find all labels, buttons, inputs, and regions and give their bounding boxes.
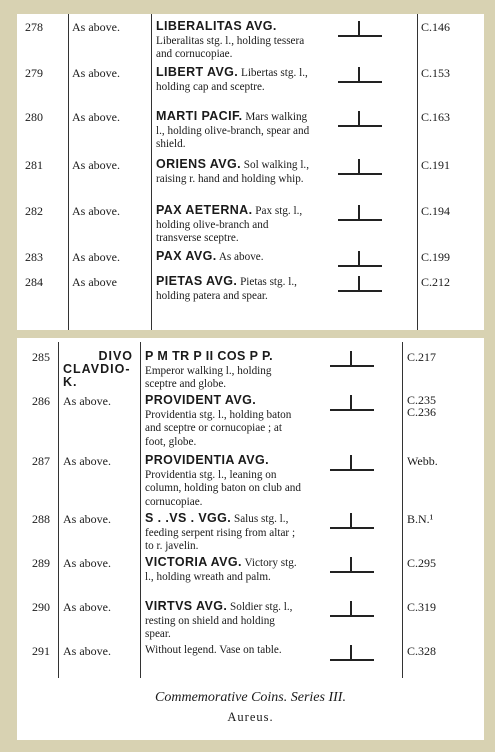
mint-mark-symbol xyxy=(330,454,374,472)
reverse-description xyxy=(156,110,312,152)
obverse-text: As above. xyxy=(63,556,111,570)
mint-mark-symbol xyxy=(338,110,382,128)
reverse-type: Providentia stg. l., leaning on column, holding baton on club and cornucopiae. xyxy=(145,468,301,508)
reverse-legend: ORIENS AVG. xyxy=(156,157,241,171)
obverse-text: As above. xyxy=(63,454,111,468)
reverse-legend: P M TR P II COS P P. xyxy=(145,349,273,363)
reverse-legend: VICTORIA AVG. xyxy=(145,555,242,569)
entry-number: 285 xyxy=(32,350,50,364)
reference: Webb. xyxy=(407,454,438,468)
reverse-legend: S . .VS . VGG. xyxy=(145,511,232,525)
reverse-description xyxy=(145,600,301,642)
mint-mark-symbol xyxy=(330,644,374,662)
reference: C.328 xyxy=(407,644,437,658)
reverse-type: Libertas stg. l., holding cap and sceptre. xyxy=(156,67,308,93)
column-rule xyxy=(68,14,69,330)
section-title: Commemorative Coins. Series III. xyxy=(155,690,346,705)
reference: C.295 xyxy=(407,556,437,570)
mint-mark-symbol xyxy=(330,600,374,618)
obverse-text: As above. xyxy=(72,204,120,218)
reference: C.153 xyxy=(421,66,451,80)
mint-mark-symbol xyxy=(338,66,382,84)
reverse-description xyxy=(145,512,301,554)
mint-mark-symbol xyxy=(330,394,374,412)
mint-mark-symbol xyxy=(330,556,374,574)
obverse-text: As above. xyxy=(63,512,111,526)
entry-number: 282 xyxy=(25,204,43,218)
obverse-text: As above. xyxy=(72,66,120,80)
entry-number: 280 xyxy=(25,110,43,124)
reference: C.163 xyxy=(421,110,451,124)
obverse-text: As above. xyxy=(63,394,111,408)
reverse-description xyxy=(145,394,301,449)
section-subtitle: Aureus. xyxy=(227,710,274,724)
reference: B.N.¹ xyxy=(407,512,434,526)
reverse-type: Emperor walking l., holding sceptre and globe. xyxy=(145,364,272,390)
obverse-legend xyxy=(63,350,139,389)
reference-line: C.235 xyxy=(407,393,437,407)
entry-number: 286 xyxy=(32,394,50,408)
reverse-legend: PIETAS AVG. xyxy=(156,274,238,288)
obverse-text: As above. xyxy=(63,600,111,614)
mint-mark-symbol xyxy=(338,20,382,38)
reference: C.319 xyxy=(407,600,437,614)
obverse-text: As above. xyxy=(72,110,120,124)
reverse-type: Liberalitas stg. l., holding tessera and cornucopiae. xyxy=(156,34,305,60)
reverse-legend: LIBERALITAS AVG. xyxy=(156,19,277,33)
reverse-type: As above. xyxy=(218,251,264,263)
reverse-type: Victory stg. l., holding wreath and palm. xyxy=(145,557,297,583)
entry-number: 290 xyxy=(32,600,50,614)
mint-mark-symbol xyxy=(330,512,374,530)
reference: C.191 xyxy=(421,158,451,172)
reverse-legend: VIRTVS AVG. xyxy=(145,599,228,613)
entry-number: 279 xyxy=(25,66,43,80)
column-rule xyxy=(140,342,141,678)
reference: C.217 xyxy=(407,350,437,364)
entry-number: 291 xyxy=(32,644,50,658)
reverse-legend: PROVIDENT AVG. xyxy=(145,393,257,407)
entry-number: 281 xyxy=(25,158,43,172)
entry-number: 289 xyxy=(32,556,50,570)
reference-line: C.236 xyxy=(407,405,437,419)
reverse-type: Mars walking l., holding olive-branch, spear and shield. xyxy=(156,111,310,150)
reverse-description xyxy=(156,158,312,186)
obverse-text: As above xyxy=(72,275,117,289)
reference xyxy=(407,394,467,418)
reverse-description xyxy=(145,454,301,509)
column-rule xyxy=(402,342,403,678)
column-rule xyxy=(58,342,59,678)
reverse-type: Pietas stg. l., holding patera and spear. xyxy=(156,276,297,302)
obverse-legend-line: CLAVDIO-K. xyxy=(63,362,131,389)
reverse-type: Providentia stg. l., holding baton and sceptre or cornucopiae ; at foot, globe. xyxy=(145,408,292,448)
entry-number: 284 xyxy=(25,275,43,289)
reverse-description xyxy=(156,66,312,94)
mint-mark-symbol xyxy=(338,275,382,293)
reverse-type: Salus stg. l., feeding serpent rising from altar ; to r. javelin. xyxy=(145,513,296,552)
obverse-text: As above. xyxy=(63,644,111,658)
obverse-text: As above. xyxy=(72,20,120,34)
reverse-description xyxy=(156,250,312,265)
mint-mark-symbol xyxy=(338,250,382,268)
catalogue-page-bottom xyxy=(17,338,484,740)
reverse-description xyxy=(145,556,301,584)
obverse-text: As above. xyxy=(72,158,120,172)
obverse-text: As above. xyxy=(72,250,120,264)
entry-number: 283 xyxy=(25,250,43,264)
reverse-type: Pax stg. l., holding olive-branch and transverse sceptre. xyxy=(156,205,303,244)
mint-mark-symbol xyxy=(330,350,374,368)
reverse-legend: LIBERT AVG. xyxy=(156,65,239,79)
mint-mark-symbol xyxy=(338,158,382,176)
reverse-legend: PROVIDENTIA AVG. xyxy=(145,453,270,467)
reverse-description xyxy=(145,644,301,658)
reference: C.146 xyxy=(421,20,451,34)
reverse-description xyxy=(156,275,312,303)
catalogue-page-top xyxy=(17,14,484,330)
column-rule xyxy=(417,14,418,330)
entry-number: 278 xyxy=(25,20,43,34)
reverse-type: Soldier stg. l., resting on shield and holding spear. xyxy=(145,601,293,640)
obverse-legend-line: DIVO xyxy=(98,349,133,363)
mint-mark-symbol xyxy=(338,204,382,222)
reference: C.194 xyxy=(421,204,451,218)
reverse-legend: PAX AETERNA. xyxy=(156,203,253,217)
reverse-description xyxy=(156,20,312,62)
entry-number: 288 xyxy=(32,512,50,526)
reverse-description xyxy=(145,350,301,392)
reverse-description xyxy=(156,204,312,246)
reference: C.199 xyxy=(421,250,451,264)
reverse-type: Without legend. Vase on table. xyxy=(145,644,282,656)
entry-number: 287 xyxy=(32,454,50,468)
reverse-type: Sol walking l., raising r. hand and holding whip. xyxy=(156,159,310,185)
reverse-legend: PAX AVG. xyxy=(156,249,217,263)
reverse-legend: MARTI PACIF. xyxy=(156,109,243,123)
reference: C.212 xyxy=(421,275,451,289)
